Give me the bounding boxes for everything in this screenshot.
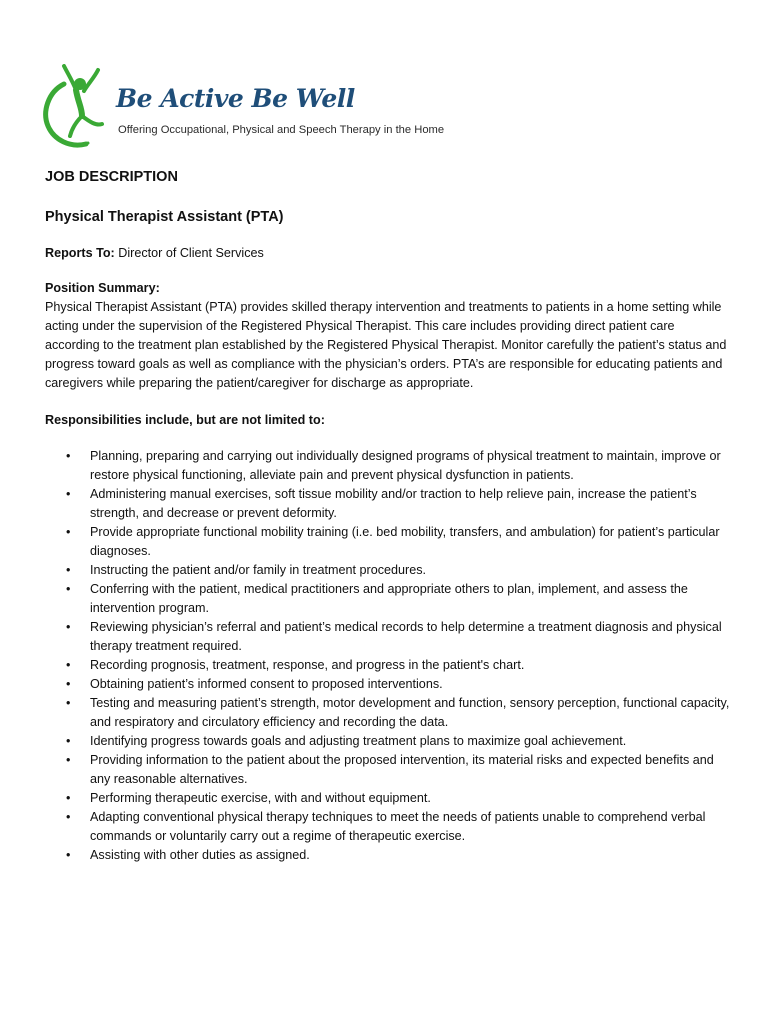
list-item-text: Adapting conventional physical therapy techniques to meet the needs of patients unable to comprehend verbal commands or voluntarily carry out a regime of therapeutic exercise. <box>90 810 706 843</box>
list-item <box>45 732 730 751</box>
list-item-text: Recording prognosis, treatment, response, and progress in the patient's chart. <box>90 658 525 672</box>
list-item-text: Assisting with other duties as assigned. <box>90 848 310 862</box>
list-item-text: Testing and measuring patient’s strength, motor development and function, sensory perception, functional capacity, and respiratory and circulatory efficiency and recording the data. <box>90 696 730 729</box>
job-title: Physical Therapist Assistant (PTA) <box>45 209 284 225</box>
list-item-text: Reviewing physician’s referral and patient’s medical records to help determine a treatment diagnosis and physical therapy treatment required. <box>90 620 722 653</box>
list-item <box>45 580 730 618</box>
list-item-text: Obtaining patient’s informed consent to proposed interventions. <box>90 677 443 691</box>
document-body <box>45 166 730 865</box>
summary-text: Physical Therapist Assistant (PTA) provides skilled therapy intervention and treatments to patients in a home setting while acting under the supervision of the Registered Physical Therapist. This care includes providing direct patient care according to the treatment plan established by the Registered Physical Therapist. Monitor carefully the patient’s status and progress toward goals as well as compliance with the physician’s orders. PTA’s are responsible for educating patients and caregivers while preparing the patient/caregiver for discharge as appropriate. <box>45 300 727 390</box>
bullet-icon: • <box>66 658 71 672</box>
bullet-icon: • <box>66 791 71 805</box>
company-logo <box>42 64 445 154</box>
list-item <box>45 561 730 580</box>
responsibilities-heading: Responsibilities include, but are not limited to: <box>45 413 325 427</box>
reports-to-value: Director of Client Services <box>118 246 264 260</box>
bullet-icon: • <box>66 753 71 767</box>
list-item-text: Providing information to the patient about the proposed intervention, its material risks and expected benefits and any reasonable alternatives. <box>90 753 714 786</box>
bullet-icon: • <box>66 810 71 824</box>
list-item-text: Conferring with the patient, medical practitioners and appropriate others to plan, implement, and assess the intervention program. <box>90 582 688 615</box>
list-item <box>45 751 730 789</box>
bullet-icon: • <box>66 487 71 501</box>
bullet-icon: • <box>66 734 71 748</box>
bullet-icon: • <box>66 677 71 691</box>
reports-to <box>45 244 730 263</box>
list-item-text: Performing therapeutic exercise, with and without equipment. <box>90 791 431 805</box>
list-item <box>45 675 730 694</box>
list-item <box>45 694 730 732</box>
list-item-text: Instructing the patient and/or family in treatment procedures. <box>90 563 427 577</box>
bullet-icon: • <box>66 525 71 539</box>
list-item-text: Identifying progress towards goals and adjusting treatment plans to maximize goal achievement. <box>90 734 627 748</box>
bullet-icon: • <box>66 696 71 710</box>
list-item-text: Planning, preparing and carrying out individually designed programs of physical treatment to maintain, improve or restore physical functioning, alleviate pain and prevent physical dysfunction in patients. <box>90 449 721 482</box>
brand-name: Be Active Be Well <box>116 84 355 113</box>
reports-to-label: Reports To: <box>45 246 115 260</box>
list-item <box>45 789 730 808</box>
person-figure-icon <box>42 64 114 150</box>
bullet-icon: • <box>66 582 71 596</box>
list-item <box>45 808 730 846</box>
bullet-icon: • <box>66 449 71 463</box>
list-item <box>45 523 730 561</box>
list-item <box>45 618 730 656</box>
summary-heading: Position Summary: <box>45 281 160 295</box>
bullet-icon: • <box>66 620 71 634</box>
list-item-text: Provide appropriate functional mobility training (i.e. bed mobility, transfers, and ambulation) for patient’s particular diagnoses. <box>90 525 720 558</box>
document-label: JOB DESCRIPTION <box>45 169 178 185</box>
list-item <box>45 846 730 865</box>
bullet-icon: • <box>66 848 71 862</box>
list-item <box>45 447 730 485</box>
brand-tagline: Offering Occupational, Physical and Speech Therapy in the Home <box>118 124 445 136</box>
list-item-text: Administering manual exercises, soft tissue mobility and/or traction to help relieve pain, increase the patient’s strength, and decrease or prevent deformity. <box>90 487 697 520</box>
responsibilities-list <box>45 447 730 865</box>
list-item <box>45 656 730 675</box>
bullet-icon: • <box>66 563 71 577</box>
list-item <box>45 485 730 523</box>
